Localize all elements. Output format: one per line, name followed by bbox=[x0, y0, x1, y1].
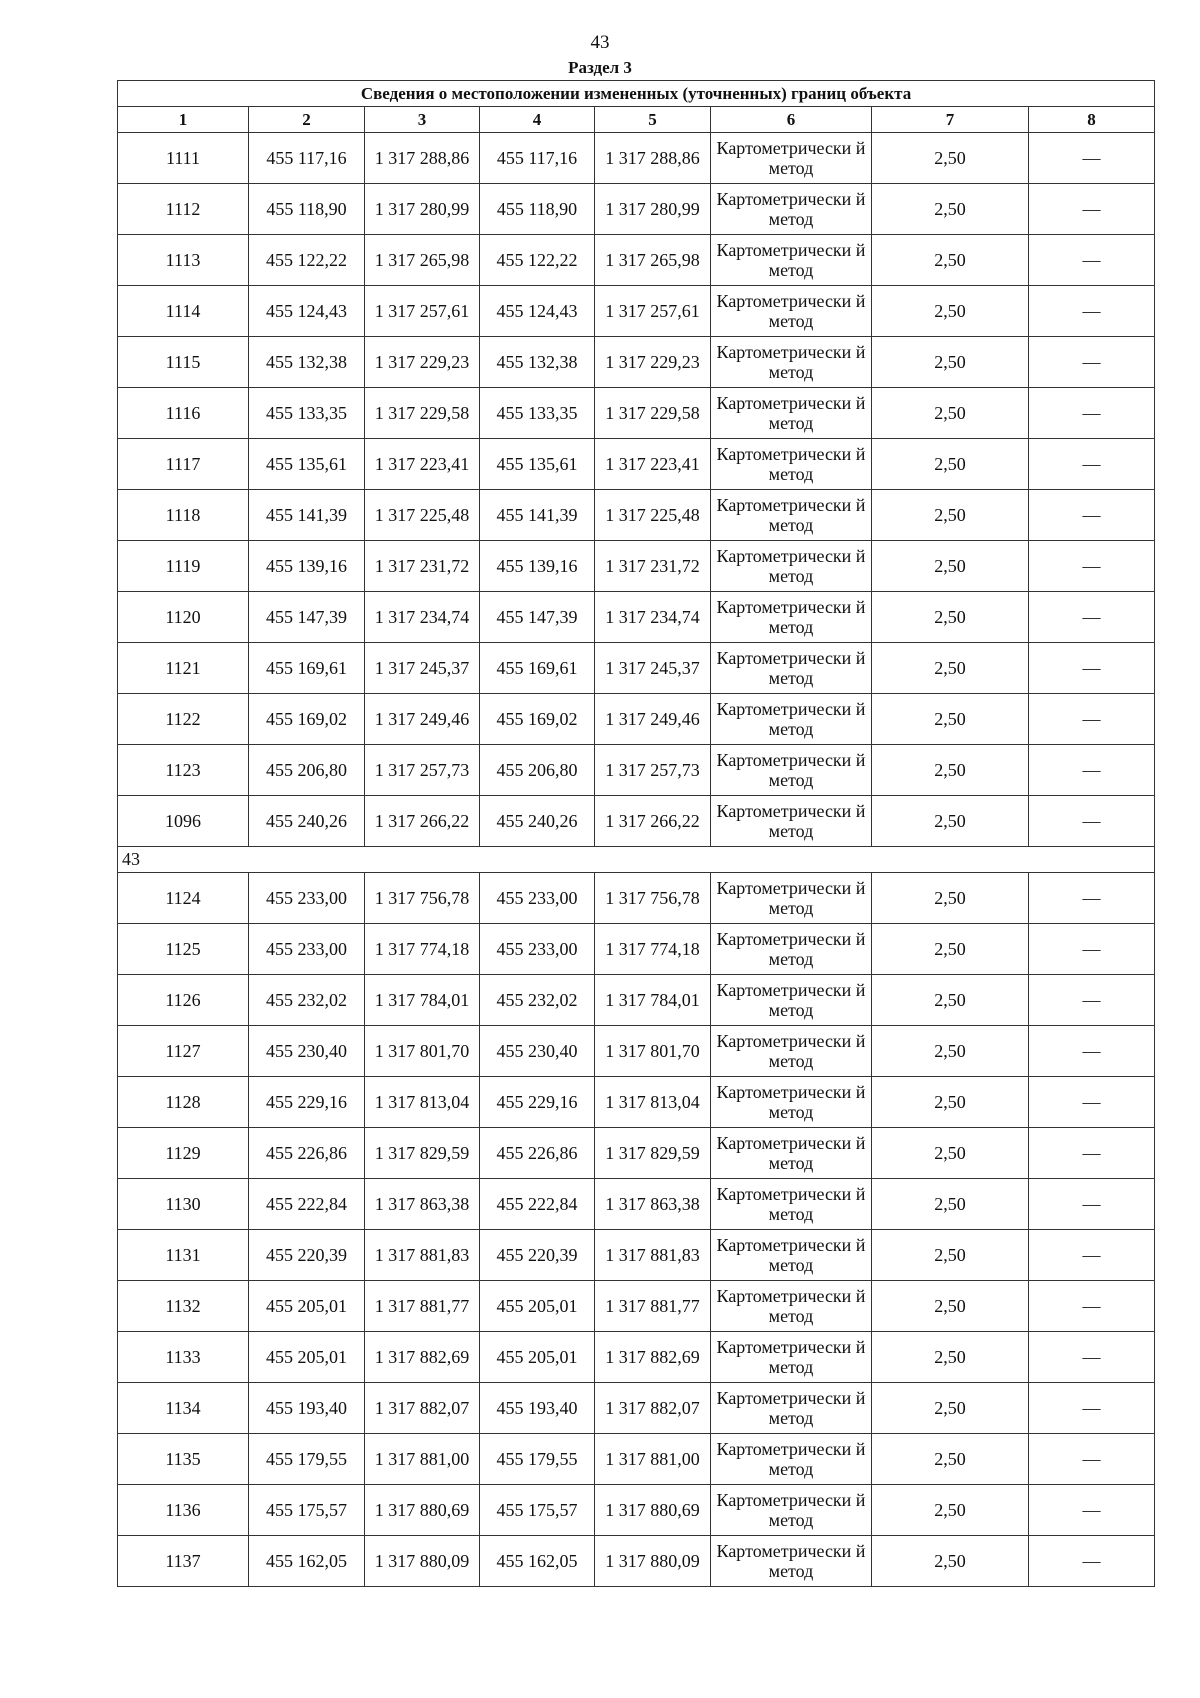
y-old-cell: 1 317 882,07 bbox=[365, 1383, 480, 1434]
x-old-cell: 455 122,22 bbox=[249, 235, 365, 286]
description-cell: — bbox=[1029, 796, 1155, 847]
accuracy-cell: 2,50 bbox=[872, 1434, 1029, 1485]
method-cell: Картометрически й метод bbox=[711, 1077, 872, 1128]
x-new-cell: 455 169,02 bbox=[480, 694, 595, 745]
point-number-cell: 1123 bbox=[118, 745, 249, 796]
table-row bbox=[118, 235, 1155, 286]
table-row bbox=[118, 286, 1155, 337]
description-cell: — bbox=[1029, 1128, 1155, 1179]
accuracy-cell: 2,50 bbox=[872, 592, 1029, 643]
x-old-cell: 455 141,39 bbox=[249, 490, 365, 541]
method-cell: Картометрически й метод bbox=[711, 1026, 872, 1077]
method-cell: Картометрически й метод bbox=[711, 924, 872, 975]
table-row bbox=[118, 388, 1155, 439]
description-cell: — bbox=[1029, 873, 1155, 924]
description-cell: — bbox=[1029, 1485, 1155, 1536]
method-cell: Картометрически й метод bbox=[711, 1485, 872, 1536]
x-old-cell: 455 118,90 bbox=[249, 184, 365, 235]
x-new-cell: 455 229,16 bbox=[480, 1077, 595, 1128]
y-old-cell: 1 317 249,46 bbox=[365, 694, 480, 745]
accuracy-cell: 2,50 bbox=[872, 745, 1029, 796]
y-new-cell: 1 317 784,01 bbox=[595, 975, 711, 1026]
x-new-cell: 455 240,26 bbox=[480, 796, 595, 847]
accuracy-cell: 2,50 bbox=[872, 643, 1029, 694]
x-new-cell: 455 222,84 bbox=[480, 1179, 595, 1230]
point-number-cell: 1129 bbox=[118, 1128, 249, 1179]
description-cell: — bbox=[1029, 439, 1155, 490]
y-old-cell: 1 317 756,78 bbox=[365, 873, 480, 924]
accuracy-cell: 2,50 bbox=[872, 286, 1029, 337]
description-cell: — bbox=[1029, 1332, 1155, 1383]
description-cell: — bbox=[1029, 745, 1155, 796]
table-row bbox=[118, 133, 1155, 184]
point-number-cell: 1111 bbox=[118, 133, 249, 184]
y-new-cell: 1 317 266,22 bbox=[595, 796, 711, 847]
page-number: 43 bbox=[590, 32, 610, 53]
method-cell: Картометрически й метод bbox=[711, 184, 872, 235]
point-number-cell: 1127 bbox=[118, 1026, 249, 1077]
accuracy-cell: 2,50 bbox=[872, 1281, 1029, 1332]
column-header: 2 bbox=[249, 107, 365, 133]
y-new-cell: 1 317 756,78 bbox=[595, 873, 711, 924]
x-old-cell: 455 233,00 bbox=[249, 924, 365, 975]
x-old-cell: 455 175,57 bbox=[249, 1485, 365, 1536]
y-old-cell: 1 317 881,83 bbox=[365, 1230, 480, 1281]
x-new-cell: 455 205,01 bbox=[480, 1281, 595, 1332]
x-new-cell: 455 139,16 bbox=[480, 541, 595, 592]
y-new-cell: 1 317 813,04 bbox=[595, 1077, 711, 1128]
y-new-cell: 1 317 229,58 bbox=[595, 388, 711, 439]
table-caption: Сведения о местоположении измененных (уточненных) границ объекта bbox=[118, 81, 1155, 107]
accuracy-cell: 2,50 bbox=[872, 388, 1029, 439]
method-cell: Картометрически й метод bbox=[711, 1230, 872, 1281]
description-cell: — bbox=[1029, 1536, 1155, 1587]
coordinates-table bbox=[117, 80, 1155, 1587]
x-old-cell: 455 132,38 bbox=[249, 337, 365, 388]
x-new-cell: 455 230,40 bbox=[480, 1026, 595, 1077]
description-cell: — bbox=[1029, 1383, 1155, 1434]
x-new-cell: 455 205,01 bbox=[480, 1332, 595, 1383]
accuracy-cell: 2,50 bbox=[872, 1230, 1029, 1281]
table-row bbox=[118, 1485, 1155, 1536]
y-old-cell: 1 317 801,70 bbox=[365, 1026, 480, 1077]
x-new-cell: 455 135,61 bbox=[480, 439, 595, 490]
method-cell: Картометрически й метод bbox=[711, 1434, 872, 1485]
point-number-cell: 1117 bbox=[118, 439, 249, 490]
accuracy-cell: 2,50 bbox=[872, 184, 1029, 235]
point-number-cell: 1096 bbox=[118, 796, 249, 847]
y-old-cell: 1 317 265,98 bbox=[365, 235, 480, 286]
table-row bbox=[118, 796, 1155, 847]
x-new-cell: 455 117,16 bbox=[480, 133, 595, 184]
method-cell: Картометрически й метод bbox=[711, 1383, 872, 1434]
accuracy-cell: 2,50 bbox=[872, 873, 1029, 924]
method-cell: Картометрически й метод bbox=[711, 643, 872, 694]
table-row bbox=[118, 694, 1155, 745]
method-cell: Картометрически й метод bbox=[711, 745, 872, 796]
table-row bbox=[118, 337, 1155, 388]
method-cell: Картометрически й метод bbox=[711, 975, 872, 1026]
y-old-cell: 1 317 881,77 bbox=[365, 1281, 480, 1332]
point-number-cell: 1130 bbox=[118, 1179, 249, 1230]
point-number-cell: 1120 bbox=[118, 592, 249, 643]
method-cell: Картометрически й метод bbox=[711, 490, 872, 541]
y-new-cell: 1 317 829,59 bbox=[595, 1128, 711, 1179]
x-old-cell: 455 220,39 bbox=[249, 1230, 365, 1281]
description-cell: — bbox=[1029, 490, 1155, 541]
table-row bbox=[118, 924, 1155, 975]
accuracy-cell: 2,50 bbox=[872, 924, 1029, 975]
column-header: 3 bbox=[365, 107, 480, 133]
table-row bbox=[118, 1179, 1155, 1230]
point-number-cell: 1121 bbox=[118, 643, 249, 694]
table-row bbox=[118, 643, 1155, 694]
x-old-cell: 455 117,16 bbox=[249, 133, 365, 184]
y-old-cell: 1 317 229,58 bbox=[365, 388, 480, 439]
accuracy-cell: 2,50 bbox=[872, 1128, 1029, 1179]
method-cell: Картометрически й метод bbox=[711, 873, 872, 924]
section-title: Раздел 3 bbox=[568, 58, 632, 77]
point-number-cell: 1114 bbox=[118, 286, 249, 337]
method-cell: Картометрически й метод bbox=[711, 1179, 872, 1230]
accuracy-cell: 2,50 bbox=[872, 1077, 1029, 1128]
method-cell: Картометрически й метод bbox=[711, 388, 872, 439]
x-new-cell: 455 133,35 bbox=[480, 388, 595, 439]
y-new-cell: 1 317 881,00 bbox=[595, 1434, 711, 1485]
point-number-cell: 1116 bbox=[118, 388, 249, 439]
x-old-cell: 455 230,40 bbox=[249, 1026, 365, 1077]
x-old-cell: 455 229,16 bbox=[249, 1077, 365, 1128]
point-number-cell: 1115 bbox=[118, 337, 249, 388]
separator-row: 43 bbox=[118, 847, 1155, 873]
y-old-cell: 1 317 231,72 bbox=[365, 541, 480, 592]
table-row bbox=[118, 1230, 1155, 1281]
y-new-cell: 1 317 881,83 bbox=[595, 1230, 711, 1281]
point-number-cell: 1135 bbox=[118, 1434, 249, 1485]
table-row bbox=[118, 1128, 1155, 1179]
x-new-cell: 455 232,02 bbox=[480, 975, 595, 1026]
x-old-cell: 455 147,39 bbox=[249, 592, 365, 643]
y-old-cell: 1 317 234,74 bbox=[365, 592, 480, 643]
y-old-cell: 1 317 863,38 bbox=[365, 1179, 480, 1230]
description-cell: — bbox=[1029, 643, 1155, 694]
description-cell: — bbox=[1029, 286, 1155, 337]
column-header: 1 bbox=[118, 107, 249, 133]
y-old-cell: 1 317 257,73 bbox=[365, 745, 480, 796]
x-old-cell: 455 169,02 bbox=[249, 694, 365, 745]
method-cell: Картометрически й метод bbox=[711, 1332, 872, 1383]
y-new-cell: 1 317 881,77 bbox=[595, 1281, 711, 1332]
description-cell: — bbox=[1029, 541, 1155, 592]
x-new-cell: 455 118,90 bbox=[480, 184, 595, 235]
method-cell: Картометрически й метод bbox=[711, 1128, 872, 1179]
x-new-cell: 455 122,22 bbox=[480, 235, 595, 286]
point-number-cell: 1132 bbox=[118, 1281, 249, 1332]
x-new-cell: 455 132,38 bbox=[480, 337, 595, 388]
y-new-cell: 1 317 229,23 bbox=[595, 337, 711, 388]
accuracy-cell: 2,50 bbox=[872, 337, 1029, 388]
point-number-cell: 1122 bbox=[118, 694, 249, 745]
x-old-cell: 455 233,00 bbox=[249, 873, 365, 924]
column-header: 8 bbox=[1029, 107, 1155, 133]
table-row bbox=[118, 1281, 1155, 1332]
description-cell: — bbox=[1029, 975, 1155, 1026]
x-new-cell: 455 220,39 bbox=[480, 1230, 595, 1281]
x-old-cell: 455 205,01 bbox=[249, 1332, 365, 1383]
table-row bbox=[118, 745, 1155, 796]
y-old-cell: 1 317 784,01 bbox=[365, 975, 480, 1026]
accuracy-cell: 2,50 bbox=[872, 133, 1029, 184]
description-cell: — bbox=[1029, 1077, 1155, 1128]
x-new-cell: 455 226,86 bbox=[480, 1128, 595, 1179]
x-new-cell: 455 141,39 bbox=[480, 490, 595, 541]
point-number-cell: 1137 bbox=[118, 1536, 249, 1587]
description-cell: — bbox=[1029, 1281, 1155, 1332]
y-new-cell: 1 317 231,72 bbox=[595, 541, 711, 592]
y-new-cell: 1 317 882,69 bbox=[595, 1332, 711, 1383]
method-cell: Картометрически й метод bbox=[711, 235, 872, 286]
column-header: 7 bbox=[872, 107, 1029, 133]
y-old-cell: 1 317 774,18 bbox=[365, 924, 480, 975]
column-header: 6 bbox=[711, 107, 872, 133]
point-number-cell: 1125 bbox=[118, 924, 249, 975]
y-new-cell: 1 317 880,69 bbox=[595, 1485, 711, 1536]
table-row bbox=[118, 592, 1155, 643]
accuracy-cell: 2,50 bbox=[872, 694, 1029, 745]
method-cell: Картометрически й метод bbox=[711, 796, 872, 847]
point-number-cell: 1136 bbox=[118, 1485, 249, 1536]
method-cell: Картометрически й метод bbox=[711, 694, 872, 745]
accuracy-cell: 2,50 bbox=[872, 796, 1029, 847]
method-cell: Картометрически й метод bbox=[711, 1281, 872, 1332]
y-old-cell: 1 317 288,86 bbox=[365, 133, 480, 184]
accuracy-cell: 2,50 bbox=[872, 1536, 1029, 1587]
column-header: 4 bbox=[480, 107, 595, 133]
description-cell: — bbox=[1029, 388, 1155, 439]
y-old-cell: 1 317 880,69 bbox=[365, 1485, 480, 1536]
description-cell: — bbox=[1029, 694, 1155, 745]
accuracy-cell: 2,50 bbox=[872, 235, 1029, 286]
point-number-cell: 1134 bbox=[118, 1383, 249, 1434]
point-number-cell: 1112 bbox=[118, 184, 249, 235]
description-cell: — bbox=[1029, 337, 1155, 388]
table-row bbox=[118, 1383, 1155, 1434]
table-row bbox=[118, 1536, 1155, 1587]
y-new-cell: 1 317 288,86 bbox=[595, 133, 711, 184]
point-number-cell: 1113 bbox=[118, 235, 249, 286]
x-old-cell: 455 240,26 bbox=[249, 796, 365, 847]
point-number-cell: 1133 bbox=[118, 1332, 249, 1383]
y-new-cell: 1 317 280,99 bbox=[595, 184, 711, 235]
y-old-cell: 1 317 225,48 bbox=[365, 490, 480, 541]
y-new-cell: 1 317 257,73 bbox=[595, 745, 711, 796]
y-new-cell: 1 317 882,07 bbox=[595, 1383, 711, 1434]
y-old-cell: 1 317 829,59 bbox=[365, 1128, 480, 1179]
y-old-cell: 1 317 223,41 bbox=[365, 439, 480, 490]
description-cell: — bbox=[1029, 1434, 1155, 1485]
table-row bbox=[118, 1434, 1155, 1485]
y-old-cell: 1 317 880,09 bbox=[365, 1536, 480, 1587]
table-row bbox=[118, 873, 1155, 924]
x-old-cell: 455 133,35 bbox=[249, 388, 365, 439]
point-number-cell: 1128 bbox=[118, 1077, 249, 1128]
point-number-cell: 1124 bbox=[118, 873, 249, 924]
y-new-cell: 1 317 234,74 bbox=[595, 592, 711, 643]
y-old-cell: 1 317 881,00 bbox=[365, 1434, 480, 1485]
table-row bbox=[118, 1332, 1155, 1383]
point-number-cell: 1119 bbox=[118, 541, 249, 592]
y-new-cell: 1 317 245,37 bbox=[595, 643, 711, 694]
accuracy-cell: 2,50 bbox=[872, 1332, 1029, 1383]
y-old-cell: 1 317 229,23 bbox=[365, 337, 480, 388]
table-body-second bbox=[118, 873, 1155, 1587]
method-cell: Картометрически й метод bbox=[711, 1536, 872, 1587]
table-row bbox=[118, 541, 1155, 592]
y-new-cell: 1 317 249,46 bbox=[595, 694, 711, 745]
y-old-cell: 1 317 257,61 bbox=[365, 286, 480, 337]
x-old-cell: 455 179,55 bbox=[249, 1434, 365, 1485]
accuracy-cell: 2,50 bbox=[872, 1383, 1029, 1434]
x-old-cell: 455 135,61 bbox=[249, 439, 365, 490]
y-new-cell: 1 317 801,70 bbox=[595, 1026, 711, 1077]
x-old-cell: 455 206,80 bbox=[249, 745, 365, 796]
x-new-cell: 455 175,57 bbox=[480, 1485, 595, 1536]
x-old-cell: 455 139,16 bbox=[249, 541, 365, 592]
y-old-cell: 1 317 245,37 bbox=[365, 643, 480, 694]
table-row bbox=[118, 1077, 1155, 1128]
point-number-cell: 1131 bbox=[118, 1230, 249, 1281]
y-old-cell: 1 317 882,69 bbox=[365, 1332, 480, 1383]
x-old-cell: 455 226,86 bbox=[249, 1128, 365, 1179]
accuracy-cell: 2,50 bbox=[872, 439, 1029, 490]
table-row bbox=[118, 439, 1155, 490]
x-new-cell: 455 124,43 bbox=[480, 286, 595, 337]
x-old-cell: 455 193,40 bbox=[249, 1383, 365, 1434]
y-new-cell: 1 317 880,09 bbox=[595, 1536, 711, 1587]
x-new-cell: 455 233,00 bbox=[480, 924, 595, 975]
y-old-cell: 1 317 280,99 bbox=[365, 184, 480, 235]
accuracy-cell: 2,50 bbox=[872, 1026, 1029, 1077]
x-old-cell: 455 232,02 bbox=[249, 975, 365, 1026]
description-cell: — bbox=[1029, 1026, 1155, 1077]
description-cell: — bbox=[1029, 133, 1155, 184]
y-new-cell: 1 317 265,98 bbox=[595, 235, 711, 286]
x-old-cell: 455 169,61 bbox=[249, 643, 365, 694]
table-row bbox=[118, 1026, 1155, 1077]
y-new-cell: 1 317 774,18 bbox=[595, 924, 711, 975]
x-old-cell: 455 222,84 bbox=[249, 1179, 365, 1230]
table-row bbox=[118, 975, 1155, 1026]
description-cell: — bbox=[1029, 592, 1155, 643]
method-cell: Картометрически й метод bbox=[711, 337, 872, 388]
accuracy-cell: 2,50 bbox=[872, 541, 1029, 592]
accuracy-cell: 2,50 bbox=[872, 490, 1029, 541]
x-old-cell: 455 162,05 bbox=[249, 1536, 365, 1587]
x-new-cell: 455 233,00 bbox=[480, 873, 595, 924]
point-number-cell: 1118 bbox=[118, 490, 249, 541]
method-cell: Картометрически й метод bbox=[711, 592, 872, 643]
description-cell: — bbox=[1029, 184, 1155, 235]
accuracy-cell: 2,50 bbox=[872, 1485, 1029, 1536]
description-cell: — bbox=[1029, 924, 1155, 975]
method-cell: Картометрически й метод bbox=[711, 439, 872, 490]
column-header-row bbox=[118, 107, 1155, 133]
x-new-cell: 455 162,05 bbox=[480, 1536, 595, 1587]
table-row bbox=[118, 184, 1155, 235]
y-old-cell: 1 317 266,22 bbox=[365, 796, 480, 847]
method-cell: Картометрически й метод bbox=[711, 541, 872, 592]
x-new-cell: 455 147,39 bbox=[480, 592, 595, 643]
method-cell: Картометрически й метод bbox=[711, 286, 872, 337]
x-new-cell: 455 193,40 bbox=[480, 1383, 595, 1434]
y-new-cell: 1 317 863,38 bbox=[595, 1179, 711, 1230]
y-old-cell: 1 317 813,04 bbox=[365, 1077, 480, 1128]
accuracy-cell: 2,50 bbox=[872, 1179, 1029, 1230]
x-new-cell: 455 169,61 bbox=[480, 643, 595, 694]
y-new-cell: 1 317 225,48 bbox=[595, 490, 711, 541]
method-cell: Картометрически й метод bbox=[711, 133, 872, 184]
table-body-first bbox=[118, 133, 1155, 847]
x-new-cell: 455 206,80 bbox=[480, 745, 595, 796]
description-cell: — bbox=[1029, 235, 1155, 286]
table-row bbox=[118, 490, 1155, 541]
description-cell: — bbox=[1029, 1230, 1155, 1281]
y-new-cell: 1 317 257,61 bbox=[595, 286, 711, 337]
y-new-cell: 1 317 223,41 bbox=[595, 439, 711, 490]
accuracy-cell: 2,50 bbox=[872, 975, 1029, 1026]
x-old-cell: 455 205,01 bbox=[249, 1281, 365, 1332]
point-number-cell: 1126 bbox=[118, 975, 249, 1026]
x-old-cell: 455 124,43 bbox=[249, 286, 365, 337]
x-new-cell: 455 179,55 bbox=[480, 1434, 595, 1485]
description-cell: — bbox=[1029, 1179, 1155, 1230]
column-header: 5 bbox=[595, 107, 711, 133]
